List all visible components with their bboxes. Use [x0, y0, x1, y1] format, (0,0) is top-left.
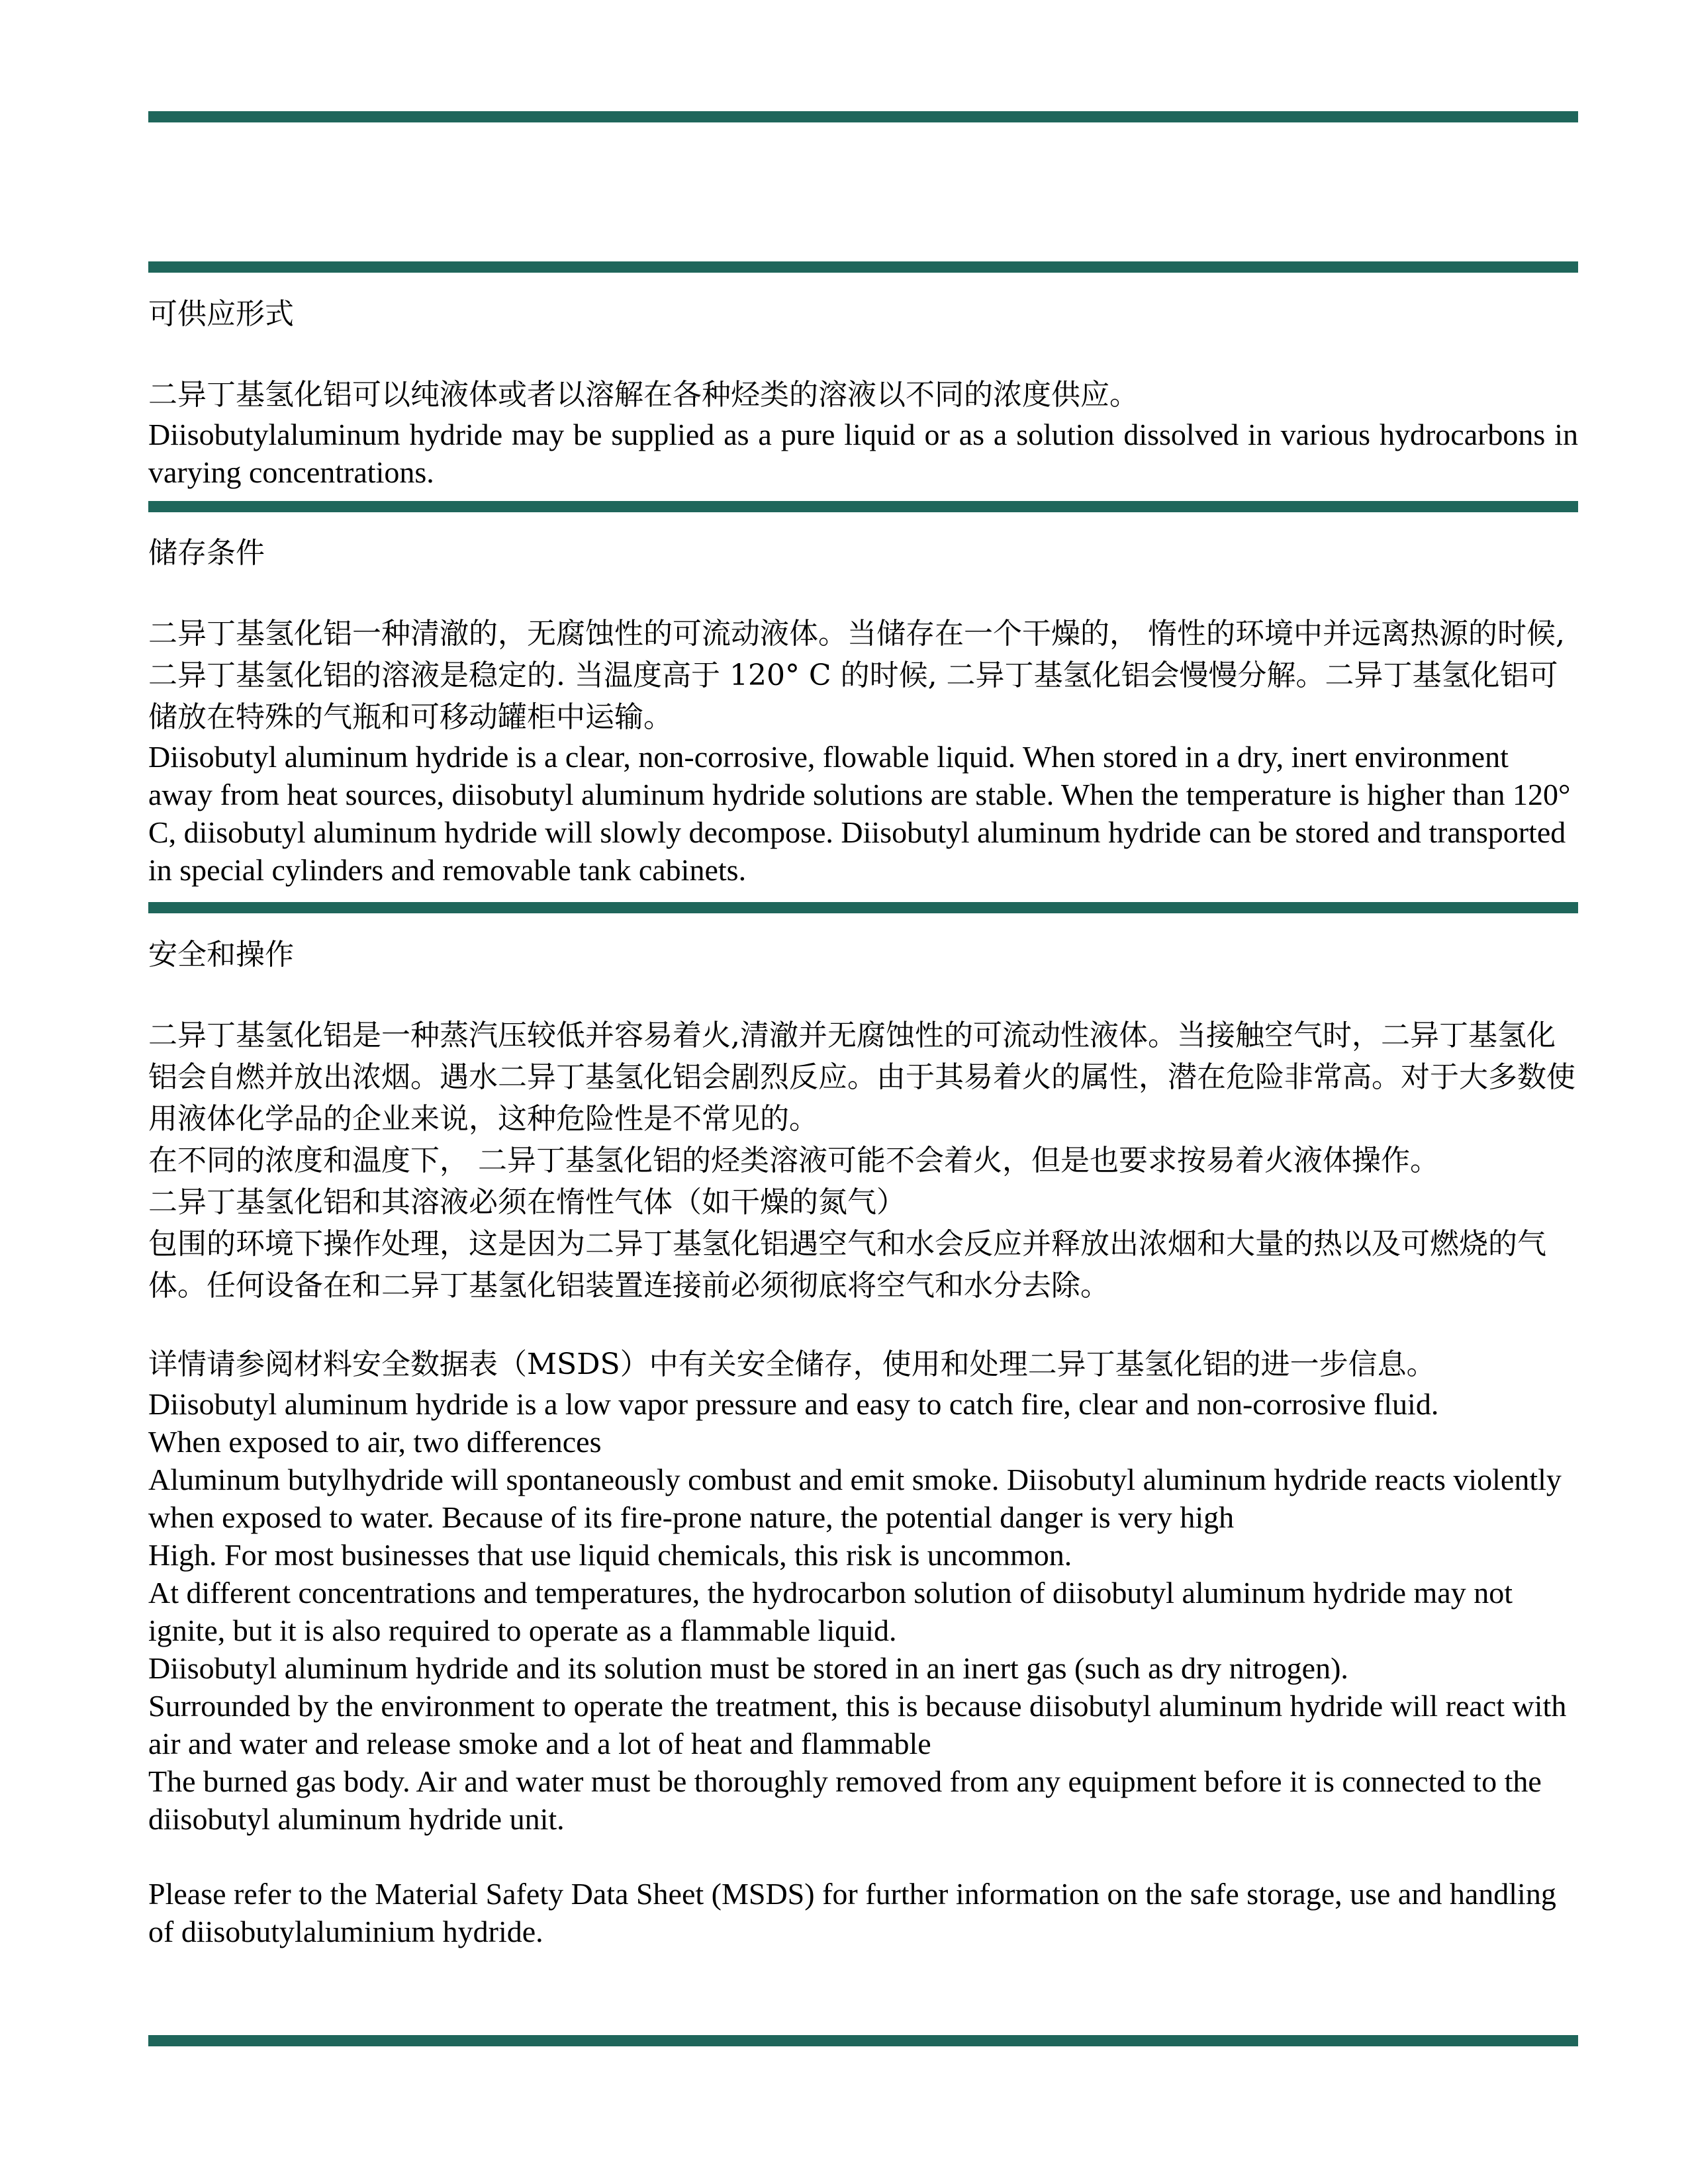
section-heading: 安全和操作 — [148, 938, 294, 972]
section-supply-forms — [148, 295, 1578, 491]
top-rule — [148, 111, 1578, 122]
english-paragraph: Diisobutyl aluminum hydride is a low vapor pressure and easy to catch fire, clear and non-corrosive fluid. — [148, 1387, 1439, 1421]
chinese-paragraph: 在不同的浓度和温度下， 二异丁基氢化铝的烃类溶液可能不会着火，但是也要求按易着火液体操作。 — [148, 1144, 1439, 1177]
chinese-paragraph: 包围的环境下操作处理，这是因为二异丁基氢化铝遇空气和水会反应并释放出浓烟和大量的热以及可燃烧的气 体。任何设备在和二异丁基氢化铝装置连接前必须彻底将空气和水分去除。 — [148, 1227, 1546, 1302]
english-paragraph: Aluminum butylhydride will spontaneously combust and emit smoke. Diisobutyl aluminum hydride reacts violently when exposed to water. Because of its fire-prone nature, the potential danger is very high — [148, 1463, 1562, 1534]
section-rule-3 — [148, 902, 1578, 913]
msds-note-chinese: 详情请参阅材料安全数据表（MSDS）中有关安全储存，使用和处理二异丁基氢化铝的进一步信息。 — [148, 1347, 1436, 1381]
msds-note-english: Please refer to the Material Safety Data Sheet (MSDS) for further information on the safe storage, use and handling of diisobutylaluminium hydride. — [148, 1877, 1556, 1948]
english-paragraph: The burned gas body. Air and water must be thoroughly removed from any equipment before it is connected to the diisobutyl aluminum hydride unit. — [148, 1764, 1542, 1836]
section-safety-handling — [148, 935, 1578, 1950]
english-paragraph: Diisobutyl aluminum hydride and its solution must be stored in an inert gas (such as dry nitrogen). — [148, 1651, 1348, 1685]
english-paragraph: At different concentrations and temperatures, the hydrocarbon solution of diisobutyl aluminum hydride may not ignite, but it is also required to operate as a flammable liquid. — [148, 1576, 1513, 1647]
section-rule-2 — [148, 501, 1578, 512]
chinese-paragraph: 二异丁基氢化铝可以纯液体或者以溶解在各种烃类的溶液以不同的浓度供应。 — [148, 378, 1139, 412]
chinese-paragraph: 二异丁基氢化铝和其溶液必须在惰性气体（如干燥的氮气） — [148, 1185, 906, 1219]
chinese-paragraph: 二异丁基氢化铝一种清澈的，无腐蚀性的可流动液体。当储存在一个干燥的， 惰性的环境中并远离热源的时候, 二异丁基氢化铝的溶液是稳定的. 当温度高于 120° C 的时候, 二异丁基氢化铝会慢慢分解。二异丁基氢化铝可储放在特殊的气瓶和可移动罐柜中运输。 — [148, 617, 1565, 734]
english-paragraph: Diisobutylaluminum hydride may be supplied as a pure liquid or as a solution dissolved in various hydrocarbons in varying concentrations. — [148, 418, 1578, 489]
section-heading: 可供应形式 — [148, 297, 294, 331]
english-paragraph: When exposed to air, two differences — [148, 1425, 602, 1459]
chinese-paragraph: 二异丁基氢化铝是一种蒸汽压较低并容易着火,清澈并无腐蚀性的可流动性液体。当接触空气时，二异丁基氢化铝会自燃并放出浓烟。遇水二异丁基氢化铝会剧烈反应。由于其易着火的属性，潜在危险非常高。对于大多数使用液体化学品的企业来说，这种危险性是不常见的。 — [148, 1019, 1575, 1136]
section-heading: 储存条件 — [148, 536, 265, 570]
english-paragraph: High. For most businesses that use liquid chemicals, this risk is uncommon. — [148, 1538, 1072, 1572]
english-paragraph: Diisobutyl aluminum hydride is a clear, non-corrosive, flowable liquid. When stored in a dry, inert environment away from heat sources, diisobutyl aluminum hydride solutions are stable. When the temperature is higher than 120° C, diisobutyl aluminum hydride will slowly decompose. Diisobutyl aluminum hydride can be stored and transported in special cylinders and removable tank cabinets. — [148, 740, 1571, 887]
section-rule-1 — [148, 261, 1578, 273]
section-storage-conditions — [148, 533, 1578, 889]
english-paragraph: Surrounded by the environment to operate the treatment, this is because diisobutyl aluminum hydride will react with air and water and release smoke and a lot of heat and flammable — [148, 1689, 1567, 1760]
bottom-rule — [148, 2035, 1578, 2046]
